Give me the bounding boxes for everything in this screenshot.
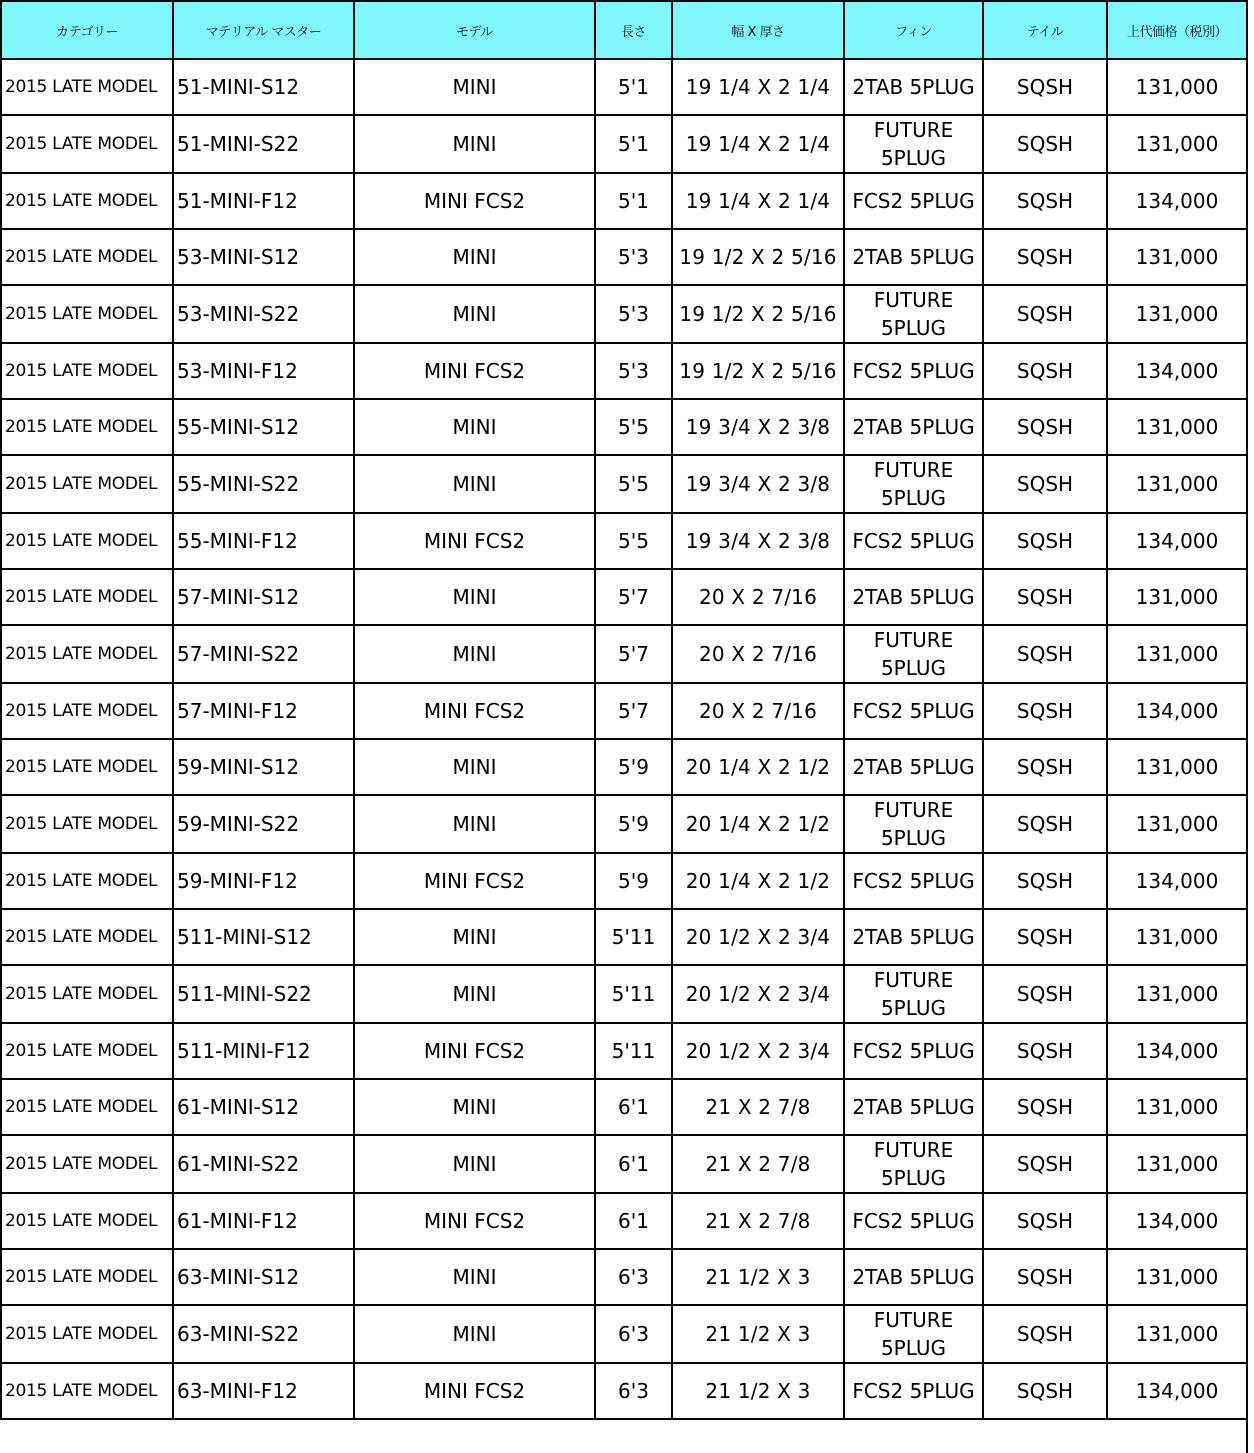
size-cell[interactable]: 19 3/4 X 2 3/8 <box>672 513 844 569</box>
tail-cell[interactable]: SQSH <box>983 1023 1107 1079</box>
table-row <box>1 455 1247 513</box>
column-header[interactable]: カテゴリー <box>1 1 173 59</box>
model-cell[interactable]: MINI FCS2 <box>354 1023 595 1079</box>
category-cell[interactable]: 2015 LATE MODEL <box>1 513 173 569</box>
tail-cell[interactable]: SQSH <box>983 513 1107 569</box>
fin-cell[interactable]: FCS2 5PLUG <box>844 1023 983 1079</box>
model-cell[interactable]: MINI <box>354 115 595 173</box>
category-cell[interactable]: 2015 LATE MODEL <box>1 1023 173 1079</box>
price-cell[interactable]: 131,000 <box>1107 455 1247 513</box>
fin-cell[interactable]: FCS2 5PLUG <box>844 683 983 739</box>
fin-cell[interactable]: 2TAB 5PLUG <box>844 399 983 455</box>
fin-cell[interactable]: FCS2 5PLUG <box>844 173 983 229</box>
length-cell[interactable]: 5'1 <box>595 59 672 115</box>
material-cell[interactable]: 53-MINI-F12 <box>173 343 354 399</box>
material-cell[interactable]: 511-MINI-S12 <box>173 909 354 965</box>
price-cell[interactable]: 134,000 <box>1107 173 1247 229</box>
tail-cell[interactable]: SQSH <box>983 1193 1107 1249</box>
material-cell[interactable]: 55-MINI-F12 <box>173 513 354 569</box>
tail-cell[interactable]: SQSH <box>983 1305 1107 1363</box>
model-cell[interactable]: MINI <box>354 455 595 513</box>
tail-cell[interactable]: SQSH <box>983 853 1107 909</box>
fin-cell[interactable]: FUTURE 5PLUG <box>844 625 983 683</box>
tail-cell[interactable]: SQSH <box>983 285 1107 343</box>
category-cell[interactable]: 2015 LATE MODEL <box>1 1363 173 1419</box>
material-cell[interactable]: 63-MINI-S22 <box>173 1305 354 1363</box>
size-cell[interactable]: 20 1/4 X 2 1/2 <box>672 739 844 795</box>
category-cell[interactable]: 2015 LATE MODEL <box>1 965 173 1023</box>
category-cell[interactable]: 2015 LATE MODEL <box>1 115 173 173</box>
length-cell[interactable]: 5'1 <box>595 115 672 173</box>
fin-cell[interactable]: 2TAB 5PLUG <box>844 739 983 795</box>
price-cell[interactable]: 131,000 <box>1107 625 1247 683</box>
table-row <box>1 59 1247 115</box>
price-cell[interactable]: 134,000 <box>1107 683 1247 739</box>
fin-cell[interactable]: FCS2 5PLUG <box>844 853 983 909</box>
category-cell[interactable]: 2015 LATE MODEL <box>1 399 173 455</box>
table-row <box>1 1305 1247 1363</box>
material-cell[interactable]: 51-MINI-S22 <box>173 115 354 173</box>
size-cell[interactable]: 19 1/4 X 2 1/4 <box>672 115 844 173</box>
fin-cell[interactable]: 2TAB 5PLUG <box>844 59 983 115</box>
fin-cell[interactable]: FCS2 5PLUG <box>844 1363 983 1419</box>
model-cell[interactable]: MINI FCS2 <box>354 173 595 229</box>
fin-cell[interactable]: 2TAB 5PLUG <box>844 569 983 625</box>
table-row <box>1 285 1247 343</box>
tail-cell[interactable]: SQSH <box>983 1363 1107 1419</box>
table-row <box>1 399 1247 455</box>
size-cell[interactable]: 20 X 2 7/16 <box>672 569 844 625</box>
fin-cell[interactable]: FUTURE 5PLUG <box>844 1135 983 1193</box>
category-cell[interactable]: 2015 LATE MODEL <box>1 343 173 399</box>
length-cell[interactable]: 5'7 <box>595 625 672 683</box>
size-cell[interactable]: 19 1/4 X 2 1/4 <box>672 173 844 229</box>
category-cell[interactable]: 2015 LATE MODEL <box>1 1193 173 1249</box>
fin-cell[interactable]: 2TAB 5PLUG <box>844 909 983 965</box>
category-cell[interactable]: 2015 LATE MODEL <box>1 59 173 115</box>
length-cell[interactable]: 5'11 <box>595 909 672 965</box>
fin-cell[interactable]: FCS2 5PLUG <box>844 343 983 399</box>
table-row <box>1 1249 1247 1305</box>
price-cell[interactable]: 134,000 <box>1107 343 1247 399</box>
price-cell[interactable]: 131,000 <box>1107 399 1247 455</box>
price-cell[interactable]: 131,000 <box>1107 1249 1247 1305</box>
table-row <box>1 683 1247 739</box>
header-row <box>1 1 1247 59</box>
price-cell[interactable]: 134,000 <box>1107 513 1247 569</box>
table-row <box>1 853 1247 909</box>
size-cell[interactable]: 21 1/2 X 3 <box>672 1305 844 1363</box>
size-cell[interactable]: 21 1/2 X 3 <box>672 1363 844 1419</box>
column-header[interactable]: 長さ <box>595 1 672 59</box>
table-row <box>1 965 1247 1023</box>
model-cell[interactable]: MINI FCS2 <box>354 853 595 909</box>
tail-cell[interactable]: SQSH <box>983 909 1107 965</box>
tail-cell[interactable]: SQSH <box>983 229 1107 285</box>
material-cell[interactable]: 61-MINI-S12 <box>173 1079 354 1135</box>
price-cell[interactable]: 131,000 <box>1107 965 1247 1023</box>
category-cell[interactable]: 2015 LATE MODEL <box>1 1079 173 1135</box>
fin-cell[interactable]: FCS2 5PLUG <box>844 513 983 569</box>
material-cell[interactable]: 59-MINI-S12 <box>173 739 354 795</box>
tail-cell[interactable]: SQSH <box>983 1135 1107 1193</box>
price-cell[interactable]: 131,000 <box>1107 1079 1247 1135</box>
column-header[interactable]: モデル <box>354 1 595 59</box>
tail-cell[interactable]: SQSH <box>983 625 1107 683</box>
fin-cell[interactable]: FUTURE 5PLUG <box>844 965 983 1023</box>
material-cell[interactable]: 57-MINI-F12 <box>173 683 354 739</box>
model-cell[interactable]: MINI <box>354 229 595 285</box>
column-header[interactable]: テイル <box>983 1 1107 59</box>
model-cell[interactable]: MINI FCS2 <box>354 343 595 399</box>
fin-cell[interactable]: FUTURE 5PLUG <box>844 285 983 343</box>
length-cell[interactable]: 5'3 <box>595 343 672 399</box>
category-cell[interactable]: 2015 LATE MODEL <box>1 625 173 683</box>
fin-cell[interactable]: 2TAB 5PLUG <box>844 1249 983 1305</box>
model-cell[interactable]: MINI <box>354 1249 595 1305</box>
material-cell[interactable]: 63-MINI-F12 <box>173 1363 354 1419</box>
table-row <box>1 343 1247 399</box>
category-cell[interactable]: 2015 LATE MODEL <box>1 853 173 909</box>
fin-cell[interactable]: FUTURE 5PLUG <box>844 455 983 513</box>
table-row <box>1 1193 1247 1249</box>
length-cell[interactable]: 5'5 <box>595 399 672 455</box>
model-cell[interactable]: MINI <box>354 1305 595 1363</box>
model-cell[interactable]: MINI <box>354 625 595 683</box>
table-row <box>1 115 1247 173</box>
tail-cell[interactable]: SQSH <box>983 1079 1107 1135</box>
model-cell[interactable]: MINI FCS2 <box>354 1193 595 1249</box>
size-cell[interactable]: 21 X 2 7/8 <box>672 1193 844 1249</box>
length-cell[interactable]: 5'9 <box>595 853 672 909</box>
category-cell[interactable]: 2015 LATE MODEL <box>1 229 173 285</box>
size-cell[interactable]: 19 1/2 X 2 5/16 <box>672 343 844 399</box>
model-cell[interactable]: MINI <box>354 739 595 795</box>
length-cell[interactable]: 5'7 <box>595 569 672 625</box>
length-cell[interactable]: 6'1 <box>595 1079 672 1135</box>
fin-cell[interactable]: 2TAB 5PLUG <box>844 1079 983 1135</box>
length-cell[interactable]: 5'9 <box>595 795 672 853</box>
model-cell[interactable]: MINI <box>354 795 595 853</box>
table-row <box>1 625 1247 683</box>
column-header[interactable]: 幅 X 厚さ <box>672 1 844 59</box>
model-cell[interactable]: MINI <box>354 569 595 625</box>
length-cell[interactable]: 5'9 <box>595 739 672 795</box>
size-cell[interactable]: 19 1/2 X 2 5/16 <box>672 285 844 343</box>
category-cell[interactable]: 2015 LATE MODEL <box>1 569 173 625</box>
tail-cell[interactable]: SQSH <box>983 399 1107 455</box>
length-cell[interactable]: 5'11 <box>595 1023 672 1079</box>
tail-cell[interactable]: SQSH <box>983 173 1107 229</box>
category-cell[interactable]: 2015 LATE MODEL <box>1 173 173 229</box>
material-cell[interactable]: 55-MINI-S22 <box>173 455 354 513</box>
material-cell[interactable]: 511-MINI-S22 <box>173 965 354 1023</box>
tail-cell[interactable]: SQSH <box>983 795 1107 853</box>
size-cell[interactable]: 20 1/4 X 2 1/2 <box>672 853 844 909</box>
material-cell[interactable]: 55-MINI-S12 <box>173 399 354 455</box>
material-cell[interactable]: 59-MINI-S22 <box>173 795 354 853</box>
size-cell[interactable]: 20 1/2 X 2 3/4 <box>672 965 844 1023</box>
material-cell[interactable]: 61-MINI-S22 <box>173 1135 354 1193</box>
table-header <box>1 1 1247 59</box>
length-cell[interactable]: 6'3 <box>595 1249 672 1305</box>
price-cell[interactable]: 134,000 <box>1107 1363 1247 1419</box>
tail-cell[interactable]: SQSH <box>983 965 1107 1023</box>
length-cell[interactable]: 6'1 <box>595 1135 672 1193</box>
price-cell[interactable]: 131,000 <box>1107 569 1247 625</box>
material-cell[interactable]: 57-MINI-S12 <box>173 569 354 625</box>
table-row <box>1 739 1247 795</box>
price-cell[interactable]: 131,000 <box>1107 795 1247 853</box>
fin-cell[interactable]: 2TAB 5PLUG <box>844 229 983 285</box>
table-row <box>1 1135 1247 1193</box>
length-cell[interactable]: 5'5 <box>595 455 672 513</box>
material-cell[interactable]: 511-MINI-F12 <box>173 1023 354 1079</box>
category-cell[interactable]: 2015 LATE MODEL <box>1 455 173 513</box>
model-cell[interactable]: MINI FCS2 <box>354 513 595 569</box>
price-cell[interactable]: 134,000 <box>1107 1023 1247 1079</box>
tail-cell[interactable]: SQSH <box>983 115 1107 173</box>
category-cell[interactable]: 2015 LATE MODEL <box>1 1135 173 1193</box>
size-cell[interactable]: 20 X 2 7/16 <box>672 683 844 739</box>
sheet-edge <box>1246 0 1254 1453</box>
size-cell[interactable]: 19 1/4 X 2 1/4 <box>672 59 844 115</box>
category-cell[interactable]: 2015 LATE MODEL <box>1 683 173 739</box>
material-cell[interactable]: 59-MINI-F12 <box>173 853 354 909</box>
model-cell[interactable]: MINI <box>354 285 595 343</box>
category-cell[interactable]: 2015 LATE MODEL <box>1 1249 173 1305</box>
table-row <box>1 229 1247 285</box>
material-cell[interactable]: 57-MINI-S22 <box>173 625 354 683</box>
model-cell[interactable]: MINI FCS2 <box>354 683 595 739</box>
category-cell[interactable]: 2015 LATE MODEL <box>1 909 173 965</box>
length-cell[interactable]: 6'3 <box>595 1305 672 1363</box>
price-cell[interactable]: 131,000 <box>1107 1135 1247 1193</box>
tail-cell[interactable]: SQSH <box>983 59 1107 115</box>
tail-cell[interactable]: SQSH <box>983 343 1107 399</box>
table-row <box>1 569 1247 625</box>
length-cell[interactable]: 5'1 <box>595 173 672 229</box>
price-cell[interactable]: 131,000 <box>1107 59 1247 115</box>
table-row <box>1 513 1247 569</box>
category-cell[interactable]: 2015 LATE MODEL <box>1 1305 173 1363</box>
model-cell[interactable]: MINI <box>354 909 595 965</box>
tail-cell[interactable]: SQSH <box>983 569 1107 625</box>
model-cell[interactable]: MINI <box>354 1135 595 1193</box>
price-cell[interactable]: 131,000 <box>1107 285 1247 343</box>
tail-cell[interactable]: SQSH <box>983 683 1107 739</box>
table-body <box>1 59 1247 1419</box>
price-cell[interactable]: 131,000 <box>1107 115 1247 173</box>
model-cell[interactable]: MINI <box>354 1079 595 1135</box>
category-cell[interactable]: 2015 LATE MODEL <box>1 795 173 853</box>
model-cell[interactable]: MINI <box>354 965 595 1023</box>
size-cell[interactable]: 20 X 2 7/16 <box>672 625 844 683</box>
price-cell[interactable]: 131,000 <box>1107 1305 1247 1363</box>
size-cell[interactable]: 20 1/2 X 2 3/4 <box>672 1023 844 1079</box>
category-cell[interactable]: 2015 LATE MODEL <box>1 285 173 343</box>
table-row <box>1 909 1247 965</box>
price-cell[interactable]: 131,000 <box>1107 229 1247 285</box>
column-header[interactable]: 上代価格（税別） <box>1107 1 1247 59</box>
model-cell[interactable]: MINI <box>354 59 595 115</box>
material-cell[interactable]: 53-MINI-S12 <box>173 229 354 285</box>
size-cell[interactable]: 20 1/4 X 2 1/2 <box>672 795 844 853</box>
length-cell[interactable]: 5'7 <box>595 683 672 739</box>
tail-cell[interactable]: SQSH <box>983 739 1107 795</box>
length-cell[interactable]: 5'11 <box>595 965 672 1023</box>
length-cell[interactable]: 5'3 <box>595 285 672 343</box>
size-cell[interactable]: 21 1/2 X 3 <box>672 1249 844 1305</box>
size-cell[interactable]: 19 3/4 X 2 3/8 <box>672 455 844 513</box>
fin-cell[interactable]: FUTURE 5PLUG <box>844 1305 983 1363</box>
model-cell[interactable]: MINI FCS2 <box>354 1363 595 1419</box>
size-cell[interactable]: 21 X 2 7/8 <box>672 1135 844 1193</box>
category-cell[interactable]: 2015 LATE MODEL <box>1 739 173 795</box>
tail-cell[interactable]: SQSH <box>983 1249 1107 1305</box>
fin-cell[interactable]: FUTURE 5PLUG <box>844 795 983 853</box>
material-cell[interactable]: 51-MINI-S12 <box>173 59 354 115</box>
length-cell[interactable]: 5'5 <box>595 513 672 569</box>
material-cell[interactable]: 53-MINI-S22 <box>173 285 354 343</box>
material-cell[interactable]: 51-MINI-F12 <box>173 173 354 229</box>
size-cell[interactable]: 20 1/2 X 2 3/4 <box>672 909 844 965</box>
column-header[interactable]: マテリアル マスター <box>173 1 354 59</box>
tail-cell[interactable]: SQSH <box>983 455 1107 513</box>
table-row <box>1 1079 1247 1135</box>
model-cell[interactable]: MINI <box>354 399 595 455</box>
table-row <box>1 1363 1247 1419</box>
fin-cell[interactable]: FCS2 5PLUG <box>844 1193 983 1249</box>
price-cell[interactable]: 131,000 <box>1107 909 1247 965</box>
length-cell[interactable]: 6'3 <box>595 1363 672 1419</box>
price-cell[interactable]: 131,000 <box>1107 739 1247 795</box>
length-cell[interactable]: 6'1 <box>595 1193 672 1249</box>
fin-cell[interactable]: FUTURE 5PLUG <box>844 115 983 173</box>
table-row <box>1 1023 1247 1079</box>
column-header[interactable]: フィン <box>844 1 983 59</box>
price-cell[interactable]: 134,000 <box>1107 853 1247 909</box>
material-cell[interactable]: 63-MINI-S12 <box>173 1249 354 1305</box>
size-cell[interactable]: 21 X 2 7/8 <box>672 1079 844 1135</box>
size-cell[interactable]: 19 1/2 X 2 5/16 <box>672 229 844 285</box>
table-row <box>1 795 1247 853</box>
size-cell[interactable]: 19 3/4 X 2 3/8 <box>672 399 844 455</box>
price-cell[interactable]: 134,000 <box>1107 1193 1247 1249</box>
length-cell[interactable]: 5'3 <box>595 229 672 285</box>
material-cell[interactable]: 61-MINI-F12 <box>173 1193 354 1249</box>
table-row <box>1 173 1247 229</box>
